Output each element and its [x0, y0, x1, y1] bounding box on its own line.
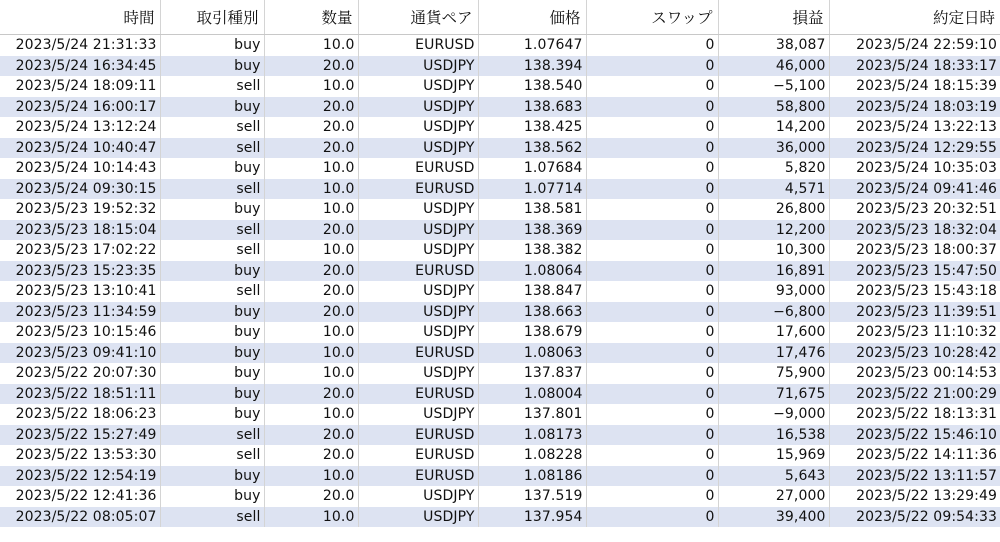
cell-swap[interactable]: 0: [586, 138, 718, 159]
cell-quantity[interactable]: 20.0: [264, 425, 358, 446]
cell-execution-datetime[interactable]: 2023/5/23 15:43:18: [829, 281, 1000, 302]
cell-swap[interactable]: 0: [586, 240, 718, 261]
cell-execution-datetime[interactable]: 2023/5/24 09:41:46: [829, 179, 1000, 200]
cell-execution-datetime[interactable]: 2023/5/23 10:28:42: [829, 343, 1000, 364]
cell-currency-pair[interactable]: EURUSD: [358, 425, 478, 446]
cell-time[interactable]: 2023/5/24 21:31:33: [0, 35, 160, 56]
cell-quantity[interactable]: 20.0: [264, 384, 358, 405]
cell-currency-pair[interactable]: USDJPY: [358, 220, 478, 241]
header-row: [0, 0, 1000, 35]
cell-currency-pair[interactable]: USDJPY: [358, 199, 478, 220]
cell-time[interactable]: 2023/5/24 10:14:43: [0, 158, 160, 179]
cell-currency-pair[interactable]: USDJPY: [358, 486, 478, 507]
cell-time[interactable]: 2023/5/23 09:41:10: [0, 343, 160, 364]
column-header-price[interactable]: 価格: [478, 0, 586, 35]
table-row[interactable]: [0, 363, 1000, 384]
table-row[interactable]: [0, 117, 1000, 138]
cell-price[interactable]: 1.08064: [478, 261, 586, 282]
cell-execution-datetime[interactable]: 2023/5/22 15:46:10: [829, 425, 1000, 446]
cell-trade-type[interactable]: buy: [160, 384, 264, 405]
cell-profit-loss[interactable]: 16,538: [718, 425, 829, 446]
cell-price[interactable]: 138.562: [478, 138, 586, 159]
cell-price[interactable]: 138.382: [478, 240, 586, 261]
cell-time[interactable]: 2023/5/24 10:40:47: [0, 138, 160, 159]
cell-profit-loss[interactable]: −9,000: [718, 404, 829, 425]
cell-execution-datetime[interactable]: 2023/5/23 00:14:53: [829, 363, 1000, 384]
cell-trade-type[interactable]: sell: [160, 240, 264, 261]
cell-trade-type[interactable]: sell: [160, 220, 264, 241]
cell-time[interactable]: 2023/5/23 13:10:41: [0, 281, 160, 302]
cell-quantity[interactable]: 10.0: [264, 240, 358, 261]
column-header-execution-datetime[interactable]: 約定日時: [829, 0, 1000, 35]
table-row[interactable]: [0, 56, 1000, 77]
cell-swap[interactable]: 0: [586, 220, 718, 241]
cell-quantity[interactable]: 10.0: [264, 322, 358, 343]
table-row[interactable]: [0, 404, 1000, 425]
cell-time[interactable]: 2023/5/24 13:12:24: [0, 117, 160, 138]
column-header-quantity[interactable]: 数量: [264, 0, 358, 35]
cell-swap[interactable]: 0: [586, 404, 718, 425]
cell-price[interactable]: 138.394: [478, 56, 586, 77]
cell-time[interactable]: 2023/5/22 08:05:07: [0, 507, 160, 528]
cell-quantity[interactable]: 20.0: [264, 56, 358, 77]
table-row[interactable]: [0, 240, 1000, 261]
cell-swap[interactable]: 0: [586, 76, 718, 97]
cell-execution-datetime[interactable]: 2023/5/24 13:22:13: [829, 117, 1000, 138]
cell-price[interactable]: 138.369: [478, 220, 586, 241]
cell-trade-type[interactable]: sell: [160, 138, 264, 159]
cell-trade-type[interactable]: buy: [160, 35, 264, 56]
cell-price[interactable]: 137.954: [478, 507, 586, 528]
cell-currency-pair[interactable]: EURUSD: [358, 261, 478, 282]
cell-time[interactable]: 2023/5/22 12:54:19: [0, 466, 160, 487]
cell-price[interactable]: 137.801: [478, 404, 586, 425]
table-row[interactable]: [0, 445, 1000, 466]
cell-quantity[interactable]: 20.0: [264, 261, 358, 282]
cell-price[interactable]: 138.847: [478, 281, 586, 302]
cell-quantity[interactable]: 10.0: [264, 343, 358, 364]
cell-price[interactable]: 138.425: [478, 117, 586, 138]
cell-profit-loss[interactable]: 16,891: [718, 261, 829, 282]
cell-profit-loss[interactable]: 17,476: [718, 343, 829, 364]
cell-currency-pair[interactable]: USDJPY: [358, 138, 478, 159]
cell-time[interactable]: 2023/5/24 16:00:17: [0, 97, 160, 118]
cell-trade-type[interactable]: sell: [160, 117, 264, 138]
cell-execution-datetime[interactable]: 2023/5/23 20:32:51: [829, 199, 1000, 220]
cell-profit-loss[interactable]: 17,600: [718, 322, 829, 343]
cell-time[interactable]: 2023/5/23 17:02:22: [0, 240, 160, 261]
cell-execution-datetime[interactable]: 2023/5/23 18:32:04: [829, 220, 1000, 241]
cell-swap[interactable]: 0: [586, 179, 718, 200]
cell-quantity[interactable]: 20.0: [264, 445, 358, 466]
table-row[interactable]: [0, 220, 1000, 241]
cell-currency-pair[interactable]: USDJPY: [358, 97, 478, 118]
cell-trade-type[interactable]: buy: [160, 199, 264, 220]
cell-currency-pair[interactable]: USDJPY: [358, 363, 478, 384]
cell-trade-type[interactable]: buy: [160, 56, 264, 77]
cell-execution-datetime[interactable]: 2023/5/22 09:54:33: [829, 507, 1000, 528]
cell-currency-pair[interactable]: EURUSD: [358, 384, 478, 405]
table-row[interactable]: [0, 384, 1000, 405]
cell-currency-pair[interactable]: EURUSD: [358, 158, 478, 179]
cell-time[interactable]: 2023/5/22 15:27:49: [0, 425, 160, 446]
cell-execution-datetime[interactable]: 2023/5/23 15:47:50: [829, 261, 1000, 282]
cell-execution-datetime[interactable]: 2023/5/24 18:03:19: [829, 97, 1000, 118]
cell-time[interactable]: 2023/5/23 19:52:32: [0, 199, 160, 220]
cell-quantity[interactable]: 20.0: [264, 220, 358, 241]
cell-execution-datetime[interactable]: 2023/5/22 13:11:57: [829, 466, 1000, 487]
cell-profit-loss[interactable]: 39,400: [718, 507, 829, 528]
cell-quantity[interactable]: 10.0: [264, 363, 358, 384]
table-row[interactable]: [0, 138, 1000, 159]
cell-currency-pair[interactable]: USDJPY: [358, 404, 478, 425]
cell-currency-pair[interactable]: EURUSD: [358, 466, 478, 487]
cell-execution-datetime[interactable]: 2023/5/22 18:13:31: [829, 404, 1000, 425]
cell-quantity[interactable]: 20.0: [264, 302, 358, 323]
cell-price[interactable]: 1.07647: [478, 35, 586, 56]
cell-price[interactable]: 138.540: [478, 76, 586, 97]
table-row[interactable]: [0, 199, 1000, 220]
cell-time[interactable]: 2023/5/23 18:15:04: [0, 220, 160, 241]
cell-trade-type[interactable]: buy: [160, 363, 264, 384]
cell-trade-type[interactable]: buy: [160, 97, 264, 118]
cell-execution-datetime[interactable]: 2023/5/23 18:00:37: [829, 240, 1000, 261]
cell-currency-pair[interactable]: EURUSD: [358, 445, 478, 466]
cell-time[interactable]: 2023/5/22 12:41:36: [0, 486, 160, 507]
table-row[interactable]: [0, 158, 1000, 179]
cell-execution-datetime[interactable]: 2023/5/24 22:59:10: [829, 35, 1000, 56]
cell-profit-loss[interactable]: −6,800: [718, 302, 829, 323]
cell-currency-pair[interactable]: USDJPY: [358, 117, 478, 138]
cell-swap[interactable]: 0: [586, 363, 718, 384]
cell-swap[interactable]: 0: [586, 384, 718, 405]
cell-execution-datetime[interactable]: 2023/5/23 11:10:32: [829, 322, 1000, 343]
cell-trade-type[interactable]: sell: [160, 425, 264, 446]
column-header-time[interactable]: 時間: [0, 0, 160, 35]
cell-swap[interactable]: 0: [586, 507, 718, 528]
table-row[interactable]: [0, 466, 1000, 487]
cell-profit-loss[interactable]: 58,800: [718, 97, 829, 118]
cell-profit-loss[interactable]: 38,087: [718, 35, 829, 56]
table-row[interactable]: [0, 35, 1000, 56]
cell-execution-datetime[interactable]: 2023/5/22 21:00:29: [829, 384, 1000, 405]
cell-price[interactable]: 1.08063: [478, 343, 586, 364]
cell-swap[interactable]: 0: [586, 56, 718, 77]
cell-currency-pair[interactable]: USDJPY: [358, 281, 478, 302]
cell-quantity[interactable]: 20.0: [264, 97, 358, 118]
column-header-profit-loss[interactable]: 損益: [718, 0, 829, 35]
cell-trade-type[interactable]: buy: [160, 302, 264, 323]
cell-time[interactable]: 2023/5/22 18:06:23: [0, 404, 160, 425]
table-row[interactable]: [0, 322, 1000, 343]
cell-profit-loss[interactable]: 5,643: [718, 466, 829, 487]
cell-time[interactable]: 2023/5/24 09:30:15: [0, 179, 160, 200]
cell-price[interactable]: 138.581: [478, 199, 586, 220]
cell-execution-datetime[interactable]: 2023/5/24 18:33:17: [829, 56, 1000, 77]
cell-time[interactable]: 2023/5/23 10:15:46: [0, 322, 160, 343]
cell-price[interactable]: 1.07714: [478, 179, 586, 200]
cell-swap[interactable]: 0: [586, 302, 718, 323]
cell-trade-type[interactable]: sell: [160, 281, 264, 302]
cell-quantity[interactable]: 10.0: [264, 199, 358, 220]
cell-quantity[interactable]: 10.0: [264, 76, 358, 97]
cell-time[interactable]: 2023/5/24 16:34:45: [0, 56, 160, 77]
cell-execution-datetime[interactable]: 2023/5/24 10:35:03: [829, 158, 1000, 179]
cell-quantity[interactable]: 10.0: [264, 466, 358, 487]
cell-price[interactable]: 138.663: [478, 302, 586, 323]
cell-quantity[interactable]: 20.0: [264, 281, 358, 302]
cell-swap[interactable]: 0: [586, 445, 718, 466]
cell-profit-loss[interactable]: 36,000: [718, 138, 829, 159]
cell-swap[interactable]: 0: [586, 158, 718, 179]
table-row[interactable]: [0, 343, 1000, 364]
cell-time[interactable]: 2023/5/22 18:51:11: [0, 384, 160, 405]
table-header: [0, 0, 1000, 35]
cell-swap[interactable]: 0: [586, 199, 718, 220]
table-row[interactable]: [0, 179, 1000, 200]
cell-swap[interactable]: 0: [586, 322, 718, 343]
table-row[interactable]: [0, 486, 1000, 507]
cell-quantity[interactable]: 10.0: [264, 507, 358, 528]
cell-currency-pair[interactable]: EURUSD: [358, 343, 478, 364]
cell-trade-type[interactable]: buy: [160, 158, 264, 179]
cell-profit-loss[interactable]: 12,200: [718, 220, 829, 241]
cell-trade-type[interactable]: sell: [160, 179, 264, 200]
cell-swap[interactable]: 0: [586, 97, 718, 118]
table-row[interactable]: [0, 261, 1000, 282]
cell-quantity[interactable]: 10.0: [264, 404, 358, 425]
cell-swap[interactable]: 0: [586, 466, 718, 487]
column-header-trade-type[interactable]: 取引種別: [160, 0, 264, 35]
cell-profit-loss[interactable]: −5,100: [718, 76, 829, 97]
cell-profit-loss[interactable]: 75,900: [718, 363, 829, 384]
cell-profit-loss[interactable]: 46,000: [718, 56, 829, 77]
table-row[interactable]: [0, 76, 1000, 97]
cell-profit-loss[interactable]: 10,300: [718, 240, 829, 261]
cell-execution-datetime[interactable]: 2023/5/22 13:29:49: [829, 486, 1000, 507]
cell-trade-type[interactable]: sell: [160, 507, 264, 528]
cell-profit-loss[interactable]: 15,969: [718, 445, 829, 466]
cell-swap[interactable]: 0: [586, 117, 718, 138]
cell-currency-pair[interactable]: USDJPY: [358, 302, 478, 323]
cell-profit-loss[interactable]: 27,000: [718, 486, 829, 507]
cell-trade-type[interactable]: buy: [160, 343, 264, 364]
cell-profit-loss[interactable]: 5,820: [718, 158, 829, 179]
cell-swap[interactable]: 0: [586, 486, 718, 507]
cell-swap[interactable]: 0: [586, 35, 718, 56]
cell-execution-datetime[interactable]: 2023/5/23 11:39:51: [829, 302, 1000, 323]
cell-trade-type[interactable]: sell: [160, 445, 264, 466]
cell-price[interactable]: 1.08186: [478, 466, 586, 487]
cell-currency-pair[interactable]: USDJPY: [358, 56, 478, 77]
cell-price[interactable]: 1.07684: [478, 158, 586, 179]
cell-quantity[interactable]: 20.0: [264, 138, 358, 159]
cell-price[interactable]: 1.08173: [478, 425, 586, 446]
cell-quantity[interactable]: 10.0: [264, 158, 358, 179]
cell-execution-datetime[interactable]: 2023/5/24 18:15:39: [829, 76, 1000, 97]
cell-quantity[interactable]: 10.0: [264, 179, 358, 200]
column-header-currency-pair[interactable]: 通貨ペア: [358, 0, 478, 35]
cell-quantity[interactable]: 10.0: [264, 35, 358, 56]
cell-profit-loss[interactable]: 71,675: [718, 384, 829, 405]
cell-execution-datetime[interactable]: 2023/5/24 12:29:55: [829, 138, 1000, 159]
cell-trade-type[interactable]: buy: [160, 486, 264, 507]
cell-swap[interactable]: 0: [586, 281, 718, 302]
cell-price[interactable]: 138.679: [478, 322, 586, 343]
cell-time[interactable]: 2023/5/23 11:34:59: [0, 302, 160, 323]
cell-execution-datetime[interactable]: 2023/5/22 14:11:36: [829, 445, 1000, 466]
cell-time[interactable]: 2023/5/22 13:53:30: [0, 445, 160, 466]
cell-price[interactable]: 1.08228: [478, 445, 586, 466]
cell-quantity[interactable]: 20.0: [264, 117, 358, 138]
table-row[interactable]: [0, 281, 1000, 302]
cell-currency-pair[interactable]: USDJPY: [358, 76, 478, 97]
cell-currency-pair[interactable]: USDJPY: [358, 507, 478, 528]
cell-trade-type[interactable]: sell: [160, 76, 264, 97]
cell-price[interactable]: 137.519: [478, 486, 586, 507]
cell-price[interactable]: 138.683: [478, 97, 586, 118]
cell-currency-pair[interactable]: USDJPY: [358, 240, 478, 261]
cell-time[interactable]: 2023/5/23 15:23:35: [0, 261, 160, 282]
cell-swap[interactable]: 0: [586, 261, 718, 282]
cell-price[interactable]: 1.08004: [478, 384, 586, 405]
cell-profit-loss[interactable]: 93,000: [718, 281, 829, 302]
cell-time[interactable]: 2023/5/24 18:09:11: [0, 76, 160, 97]
cell-time[interactable]: 2023/5/22 20:07:30: [0, 363, 160, 384]
table-row[interactable]: [0, 302, 1000, 323]
cell-swap[interactable]: 0: [586, 343, 718, 364]
table-body: [0, 35, 1000, 528]
cell-currency-pair[interactable]: EURUSD: [358, 179, 478, 200]
cell-currency-pair[interactable]: USDJPY: [358, 322, 478, 343]
cell-profit-loss[interactable]: 14,200: [718, 117, 829, 138]
cell-trade-type[interactable]: buy: [160, 261, 264, 282]
cell-trade-type[interactable]: buy: [160, 404, 264, 425]
cell-trade-type[interactable]: buy: [160, 466, 264, 487]
column-header-swap[interactable]: スワップ: [586, 0, 718, 35]
cell-swap[interactable]: 0: [586, 425, 718, 446]
cell-profit-loss[interactable]: 4,571: [718, 179, 829, 200]
cell-currency-pair[interactable]: EURUSD: [358, 35, 478, 56]
table-row[interactable]: [0, 507, 1000, 528]
cell-profit-loss[interactable]: 26,800: [718, 199, 829, 220]
table-row[interactable]: [0, 425, 1000, 446]
cell-quantity[interactable]: 20.0: [264, 486, 358, 507]
table-row[interactable]: [0, 97, 1000, 118]
cell-trade-type[interactable]: buy: [160, 322, 264, 343]
cell-price[interactable]: 137.837: [478, 363, 586, 384]
